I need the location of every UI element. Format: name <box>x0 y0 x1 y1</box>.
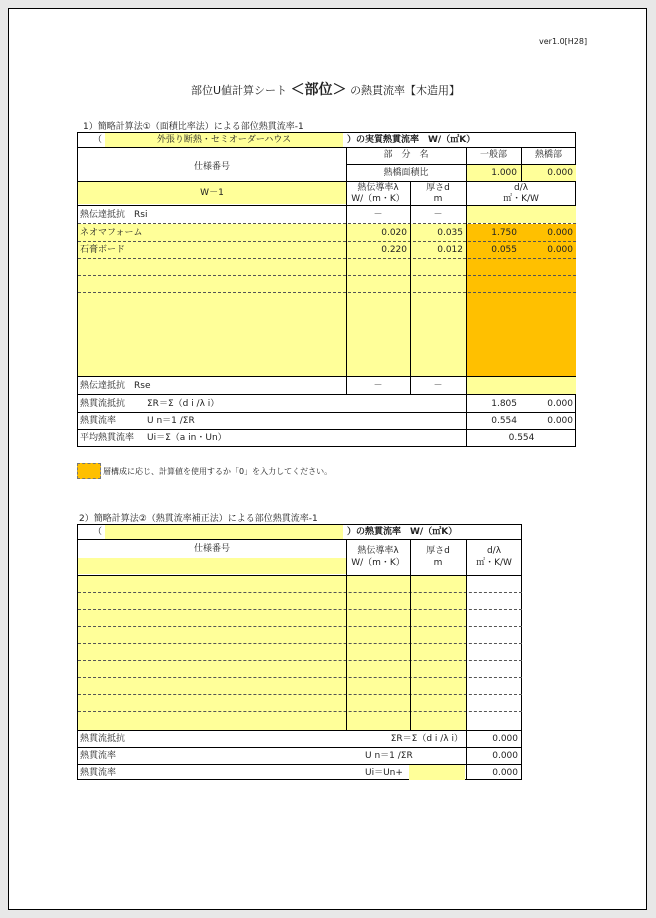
s2-trans-value: 0.000 <box>492 751 518 761</box>
resist-general: 1.805 <box>491 399 517 409</box>
s2-dl-label-1: d/λ <box>486 546 502 556</box>
s2-trans2-label: 熱貫流率 <box>80 768 117 778</box>
spec-number-label: 仕様番号 <box>193 162 230 172</box>
legend-text: 層構成に応じ、計算値を使用するか「0」を入力してください。 <box>103 467 333 476</box>
trans-bridge: 0.000 <box>547 416 573 426</box>
resist-label: 熱貫流抵抗 <box>80 399 126 409</box>
section2-heading: 2）簡略計算法②（熱貫流率補正法）による部位熱貫流率-1 <box>79 514 318 524</box>
avg-value: 0.554 <box>508 433 535 443</box>
s2-trans2-formula: Ui＝Un+ <box>365 768 403 778</box>
title-bracket: ＜部位＞ <box>290 82 347 98</box>
rsi-thickness: － <box>433 210 443 220</box>
area-ratio-label: 熱橋面積比 <box>383 168 429 178</box>
s2-trans-formula: U n＝1 /ΣR <box>365 751 413 761</box>
header-tail: ）の実質熱貫流率 W/（㎡K） <box>347 135 476 145</box>
s2-correction-input[interactable] <box>409 765 465 780</box>
s2-resist-value: 0.000 <box>492 734 518 744</box>
thick-label-2: m <box>433 194 443 204</box>
s2-layers-input-area[interactable] <box>78 576 466 730</box>
avg-formula: Ui＝Σ（a in・Un） <box>147 433 227 443</box>
rsi-lambda: － <box>373 210 383 220</box>
layers-input-area[interactable] <box>78 224 466 376</box>
s2-thick-label-2: m <box>433 558 443 568</box>
s2-dl-label-2: ㎡・K/W <box>476 558 512 568</box>
spec-code: W－1 <box>200 188 224 198</box>
s2-spec-name-field[interactable] <box>105 525 343 539</box>
page-title <box>191 79 460 99</box>
s2-header-open: （ <box>93 527 103 537</box>
s2-header-tail: ）の熱貫流率 W/（㎡K） <box>347 527 458 537</box>
rse-lambda: － <box>373 381 383 391</box>
s2-lambda-label-2: W/（m・K） <box>351 558 405 568</box>
layer-2-lambda: 0.220 <box>381 245 407 255</box>
spec-name: 外張り断熱・セミオーダーハウス <box>156 135 292 145</box>
layer-2-bridge: 0.000 <box>547 245 573 255</box>
s2-resist-label: 熱貫流抵抗 <box>80 734 126 744</box>
legend-swatch <box>77 463 101 479</box>
lambda-label-2: W/（m・K） <box>351 194 405 204</box>
layer-1-lambda: 0.020 <box>381 228 407 238</box>
s2-spec-code-field[interactable] <box>78 558 346 574</box>
trans-general: 0.554 <box>491 416 517 426</box>
dl-label-2: ㎡・K/W <box>503 194 539 204</box>
rsi-label: 熱伝達抵抗 Rsi <box>80 210 148 220</box>
rse-label: 熱伝達抵抗 Rse <box>80 381 151 391</box>
rsi-values[interactable] <box>467 206 576 223</box>
area-ratio-bridge: 0.000 <box>547 168 573 178</box>
layer-1-general: 1.750 <box>491 228 517 238</box>
rse-values[interactable] <box>467 377 576 394</box>
lambda-label-1: 熱伝導率λ <box>357 183 399 193</box>
sheet-page <box>8 8 647 910</box>
header-open: （ <box>93 135 103 145</box>
s2-lambda-label-1: 熱伝導率λ <box>357 546 399 556</box>
layer-1-name: ネオマフォーム <box>80 228 143 238</box>
s2-spec-number-label: 仕様番号 <box>193 544 230 554</box>
trans-formula: U n＝1 /ΣR <box>147 416 195 426</box>
layer-2-general: 0.055 <box>491 245 517 255</box>
version-label: ver1.0[H28] <box>539 37 588 46</box>
title-suffix: の熱貫流率【木造用】 <box>350 84 461 97</box>
area-ratio-general: 1.000 <box>491 168 517 178</box>
part-name-label: 部 分 名 <box>383 150 429 160</box>
title-prefix: 部位U値計算シート <box>191 84 288 97</box>
s2-resist-formula: ΣR＝Σ（d i /λ i） <box>390 734 463 744</box>
layer-2-name: 石膏ボード <box>80 245 126 255</box>
layer-2-thickness: 0.012 <box>437 245 463 255</box>
resist-formula: ΣR＝Σ（d i /λ i） <box>147 399 220 409</box>
s2-trans2-value: 0.000 <box>492 768 518 778</box>
layer-1-bridge: 0.000 <box>547 228 573 238</box>
section1-heading: 1）簡略計算法①（面積比率法）による部位熱貫流率-1 <box>83 122 304 132</box>
general-label: 一般部 <box>479 150 507 160</box>
avg-label: 平均熱貫流率 <box>80 433 135 443</box>
s2-thick-label-1: 厚さd <box>426 546 450 556</box>
thick-label-1: 厚さd <box>426 183 450 193</box>
resist-bridge: 0.000 <box>547 399 573 409</box>
trans-label: 熱貫流率 <box>80 416 117 426</box>
rse-thickness: － <box>433 381 443 391</box>
layer-1-thickness: 0.035 <box>437 228 463 238</box>
bridge-label: 熱橋部 <box>534 150 562 160</box>
s2-trans-label: 熱貫流率 <box>80 751 117 761</box>
dl-label-1: d/λ <box>513 183 529 193</box>
